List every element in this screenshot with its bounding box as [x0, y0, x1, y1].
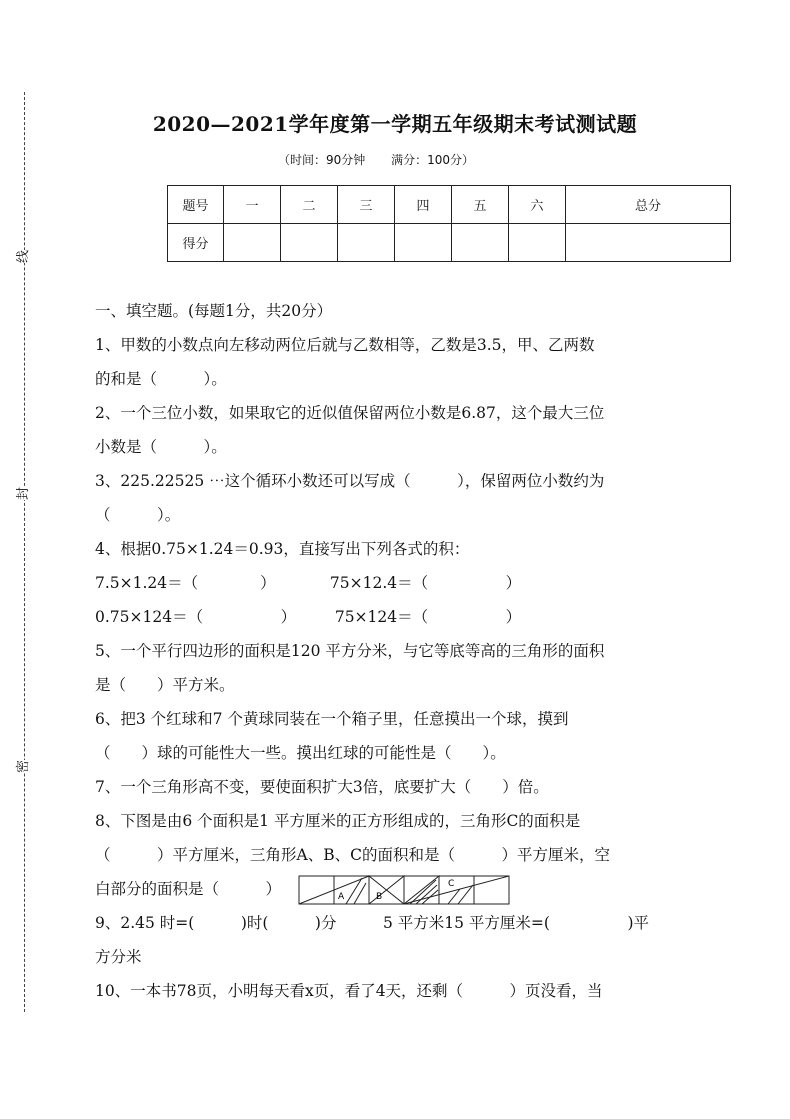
q4-line1: 4、根据0.75×1.24＝0.93，直接写出下列各式的积： [95, 540, 470, 558]
exam-title: 2020—2021学年度第一学期五年级期末考试测试题 [152, 112, 638, 136]
score-cell-6[interactable] [509, 224, 566, 262]
q8-line3-text: 白部分的面积是（ ） [95, 880, 282, 898]
section-heading: 一、填空题。(每题1分，共20分） [95, 302, 333, 320]
q5-line2: 是（ ）平方米。 [95, 676, 235, 694]
q9-line2: 方分米 [95, 948, 142, 966]
score-table-score-row [168, 224, 731, 262]
header-cell-1: 一 [224, 186, 281, 224]
q10-line1: 10、一本书78页，小明每天看x页，看了4天，还剩（ ）页没看，当 [95, 982, 603, 1000]
score-cell-5[interactable] [452, 224, 509, 262]
binding-mark-seal: 封 [16, 486, 32, 501]
triangle-c [404, 876, 509, 904]
q9-line1: 9、2.45 时=( )时( )分 5 平方米15 平方厘米=( )平 [95, 914, 649, 932]
q6-line2: （ ）球的可能性大一些。摸出红球的可能性是（ ）。 [95, 744, 506, 762]
q8-line1: 8、下图是由6 个面积是1 平方厘米的正方形组成的，三角形C的面积是 [95, 812, 581, 830]
q8-line2: （ ）平方厘米，三角形A、B、C的面积和是（ ）平方厘米，空 [95, 846, 610, 864]
header-cell-total: 总分 [566, 186, 731, 224]
score-cell-2[interactable] [281, 224, 338, 262]
q5-line1: 5、一个平行四边形的面积是120 平方分米，与它等底等高的三角形的面积 [95, 642, 605, 660]
q6-line1: 6、把3 个红球和7 个黄球同装在一个箱子里，任意摸出一个球，摸到 [95, 710, 569, 728]
q4-line2: 7.5×1.24＝（ ） 75×12.4＝（ ） [95, 574, 522, 592]
header-cell-5: 五 [452, 186, 509, 224]
binding-mark-line: 线 [16, 249, 32, 264]
score-table [167, 185, 731, 262]
q2-line1: 2、一个三位小数，如果取它的近似值保留两位小数是6.87，这个最大三位 [95, 404, 605, 422]
hatch-line [416, 885, 437, 904]
header-cell-3: 三 [338, 186, 395, 224]
score-table-header-row [168, 186, 731, 224]
time-limit: （时间：90分钟 [278, 153, 366, 167]
header-cell-6: 六 [509, 186, 566, 224]
hatch-line [448, 889, 460, 904]
q3-line1: 3、225.22525 ⋯这个循环小数还可以写成（ ），保留两位小数约为 [95, 472, 605, 490]
binding-mark-secret: 密 [16, 759, 32, 774]
q3-line2: （ ）。 [95, 506, 181, 524]
hatch-line [354, 883, 366, 904]
score-cell-3[interactable] [338, 224, 395, 262]
exam-subtitle [278, 151, 496, 168]
hatch-line [410, 880, 436, 904]
q1-line1: 1、甲数的小数点向左移动两位后就与乙数相等，乙数是3.5，甲、乙两数 [95, 336, 595, 354]
label-c: C [447, 879, 455, 889]
header-cell-2: 二 [281, 186, 338, 224]
score-cell-4[interactable] [395, 224, 452, 262]
label-b: B [375, 892, 383, 902]
question-list [95, 294, 649, 1008]
score-row-label: 得分 [168, 224, 224, 262]
header-cell-4: 四 [395, 186, 452, 224]
binding-dashed-line [24, 92, 25, 1012]
squares-triangles-figure [298, 875, 510, 905]
score-cell-1[interactable] [224, 224, 281, 262]
q4-line3: 0.75×124＝（ ） 75×124＝（ ） [95, 608, 522, 626]
q2-line2: 小数是（ ）。 [95, 438, 227, 456]
q1-line2: 的和是（ ）。 [95, 370, 227, 388]
q7-line1: 7、一个三角形高不变，要使面积扩大3倍，底要扩大（ ）倍。 [95, 778, 549, 796]
score-cell-total[interactable] [566, 224, 731, 262]
label-a: A [337, 892, 345, 902]
header-cell-label: 题号 [168, 186, 224, 224]
q8-line3 [95, 872, 649, 906]
full-score: 满分：100分） [391, 153, 475, 167]
